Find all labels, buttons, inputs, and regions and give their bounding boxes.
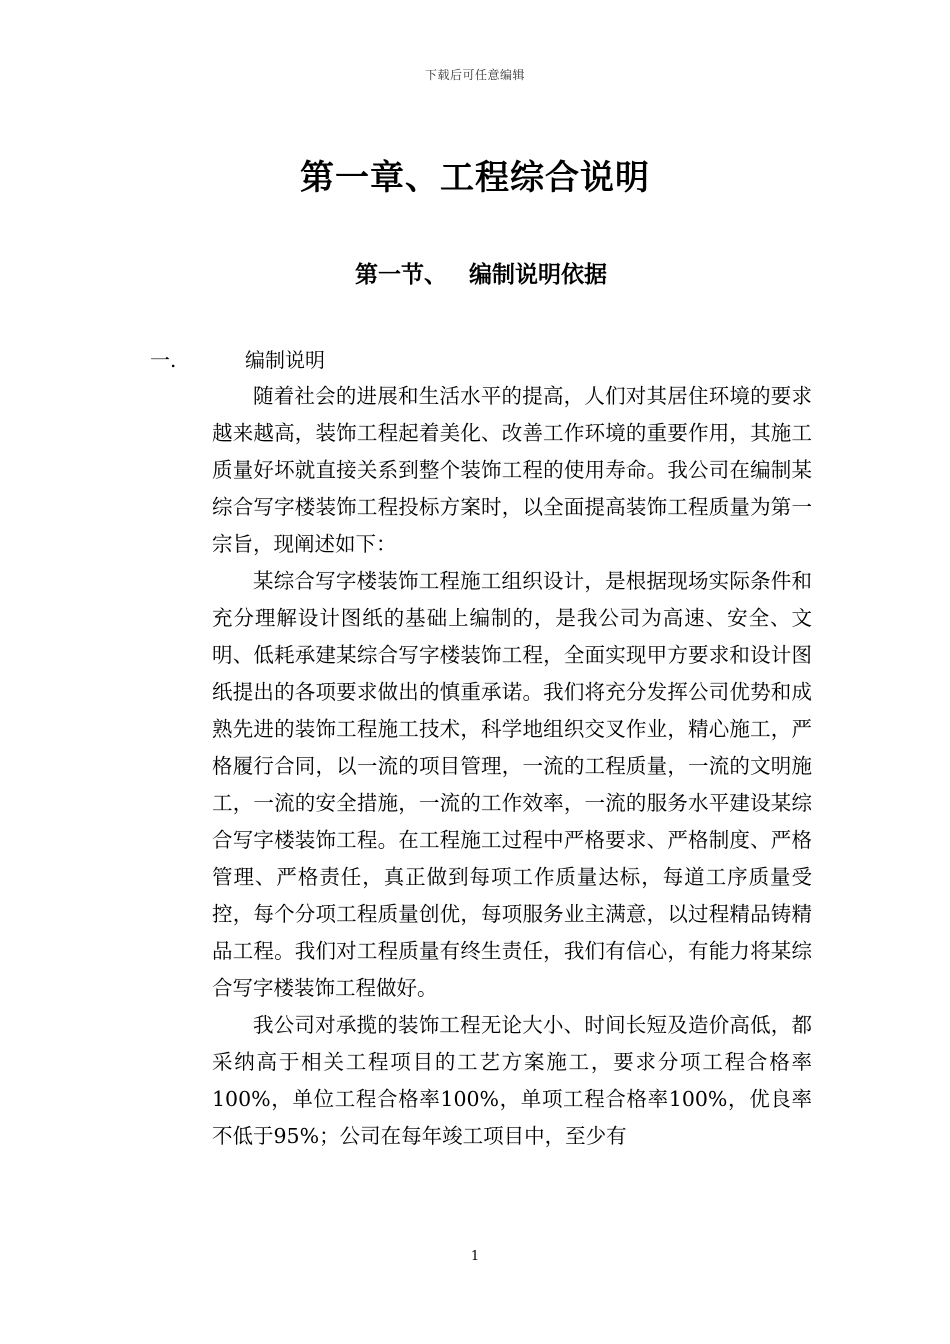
- paragraph: 我公司对承揽的装饰工程无论大小、时间长短及造价高低，都采纳高于相关工程项目的工艺方案施工，要求分项工程合格率100%，单位工程合格率100%，单项工程合格率100%，优良率不低于95%；公司在每年竣工项目中，至少有: [212, 1013, 812, 1148]
- subsection-title: 编制说明: [245, 348, 325, 372]
- body-text: [212, 378, 812, 1155]
- page-number: 1: [470, 1249, 480, 1264]
- paragraph: 某综合写字楼装饰工程施工组织设计，是根据现场实际条件和充分理解设计图纸的基础上编制的，是我公司为高速、安全、文明、低耗承建某综合写字楼装饰工程，全面实现甲方要求和设计图纸提出的各项要求做出的慎重承诺。我们将充分发挥公司优势和成熟先进的装饰工程施工技术，科学地组织交叉作业，精心施工，严格履行合同，以一流的项目管理，一流的工程质量，一流的文明施工，一流的安全措施，一流的工作效率，一流的服务水平建设某综合写字楼装饰工程。在工程施工过程中严格要求、严格制度、严格管理、严格责任，真正做到每项工作质量达标，每道工序质量受控，每个分项工程质量创优，每项服务业主满意，以过程精品铸精品工程。我们对工程质量有终生责任，我们有信心，有能力将某综合写字楼装饰工程做好。: [212, 569, 812, 1000]
- section-number: 第一节、: [355, 262, 447, 288]
- chapter-title: 第一章、工程综合说明: [300, 158, 650, 198]
- paragraph: 随着社会的进展和生活水平的提高，人们对其居住环境的要求越来越高，装饰工程起着美化、改善工作环境的重要作用，其施工质量好坏就直接关系到整个装饰工程的使用寿命。我公司在编制某综合写字楼装饰工程投标方案时，以全面提高装饰工程质量为第一宗旨，现阐述如下：: [212, 384, 812, 556]
- page-header-note: 下载后可任意编辑: [424, 68, 525, 82]
- section-heading: [355, 256, 755, 289]
- section-title: 编制说明依据: [469, 262, 607, 288]
- subsection-heading: [150, 344, 325, 373]
- subsection-number: 一.: [150, 348, 177, 372]
